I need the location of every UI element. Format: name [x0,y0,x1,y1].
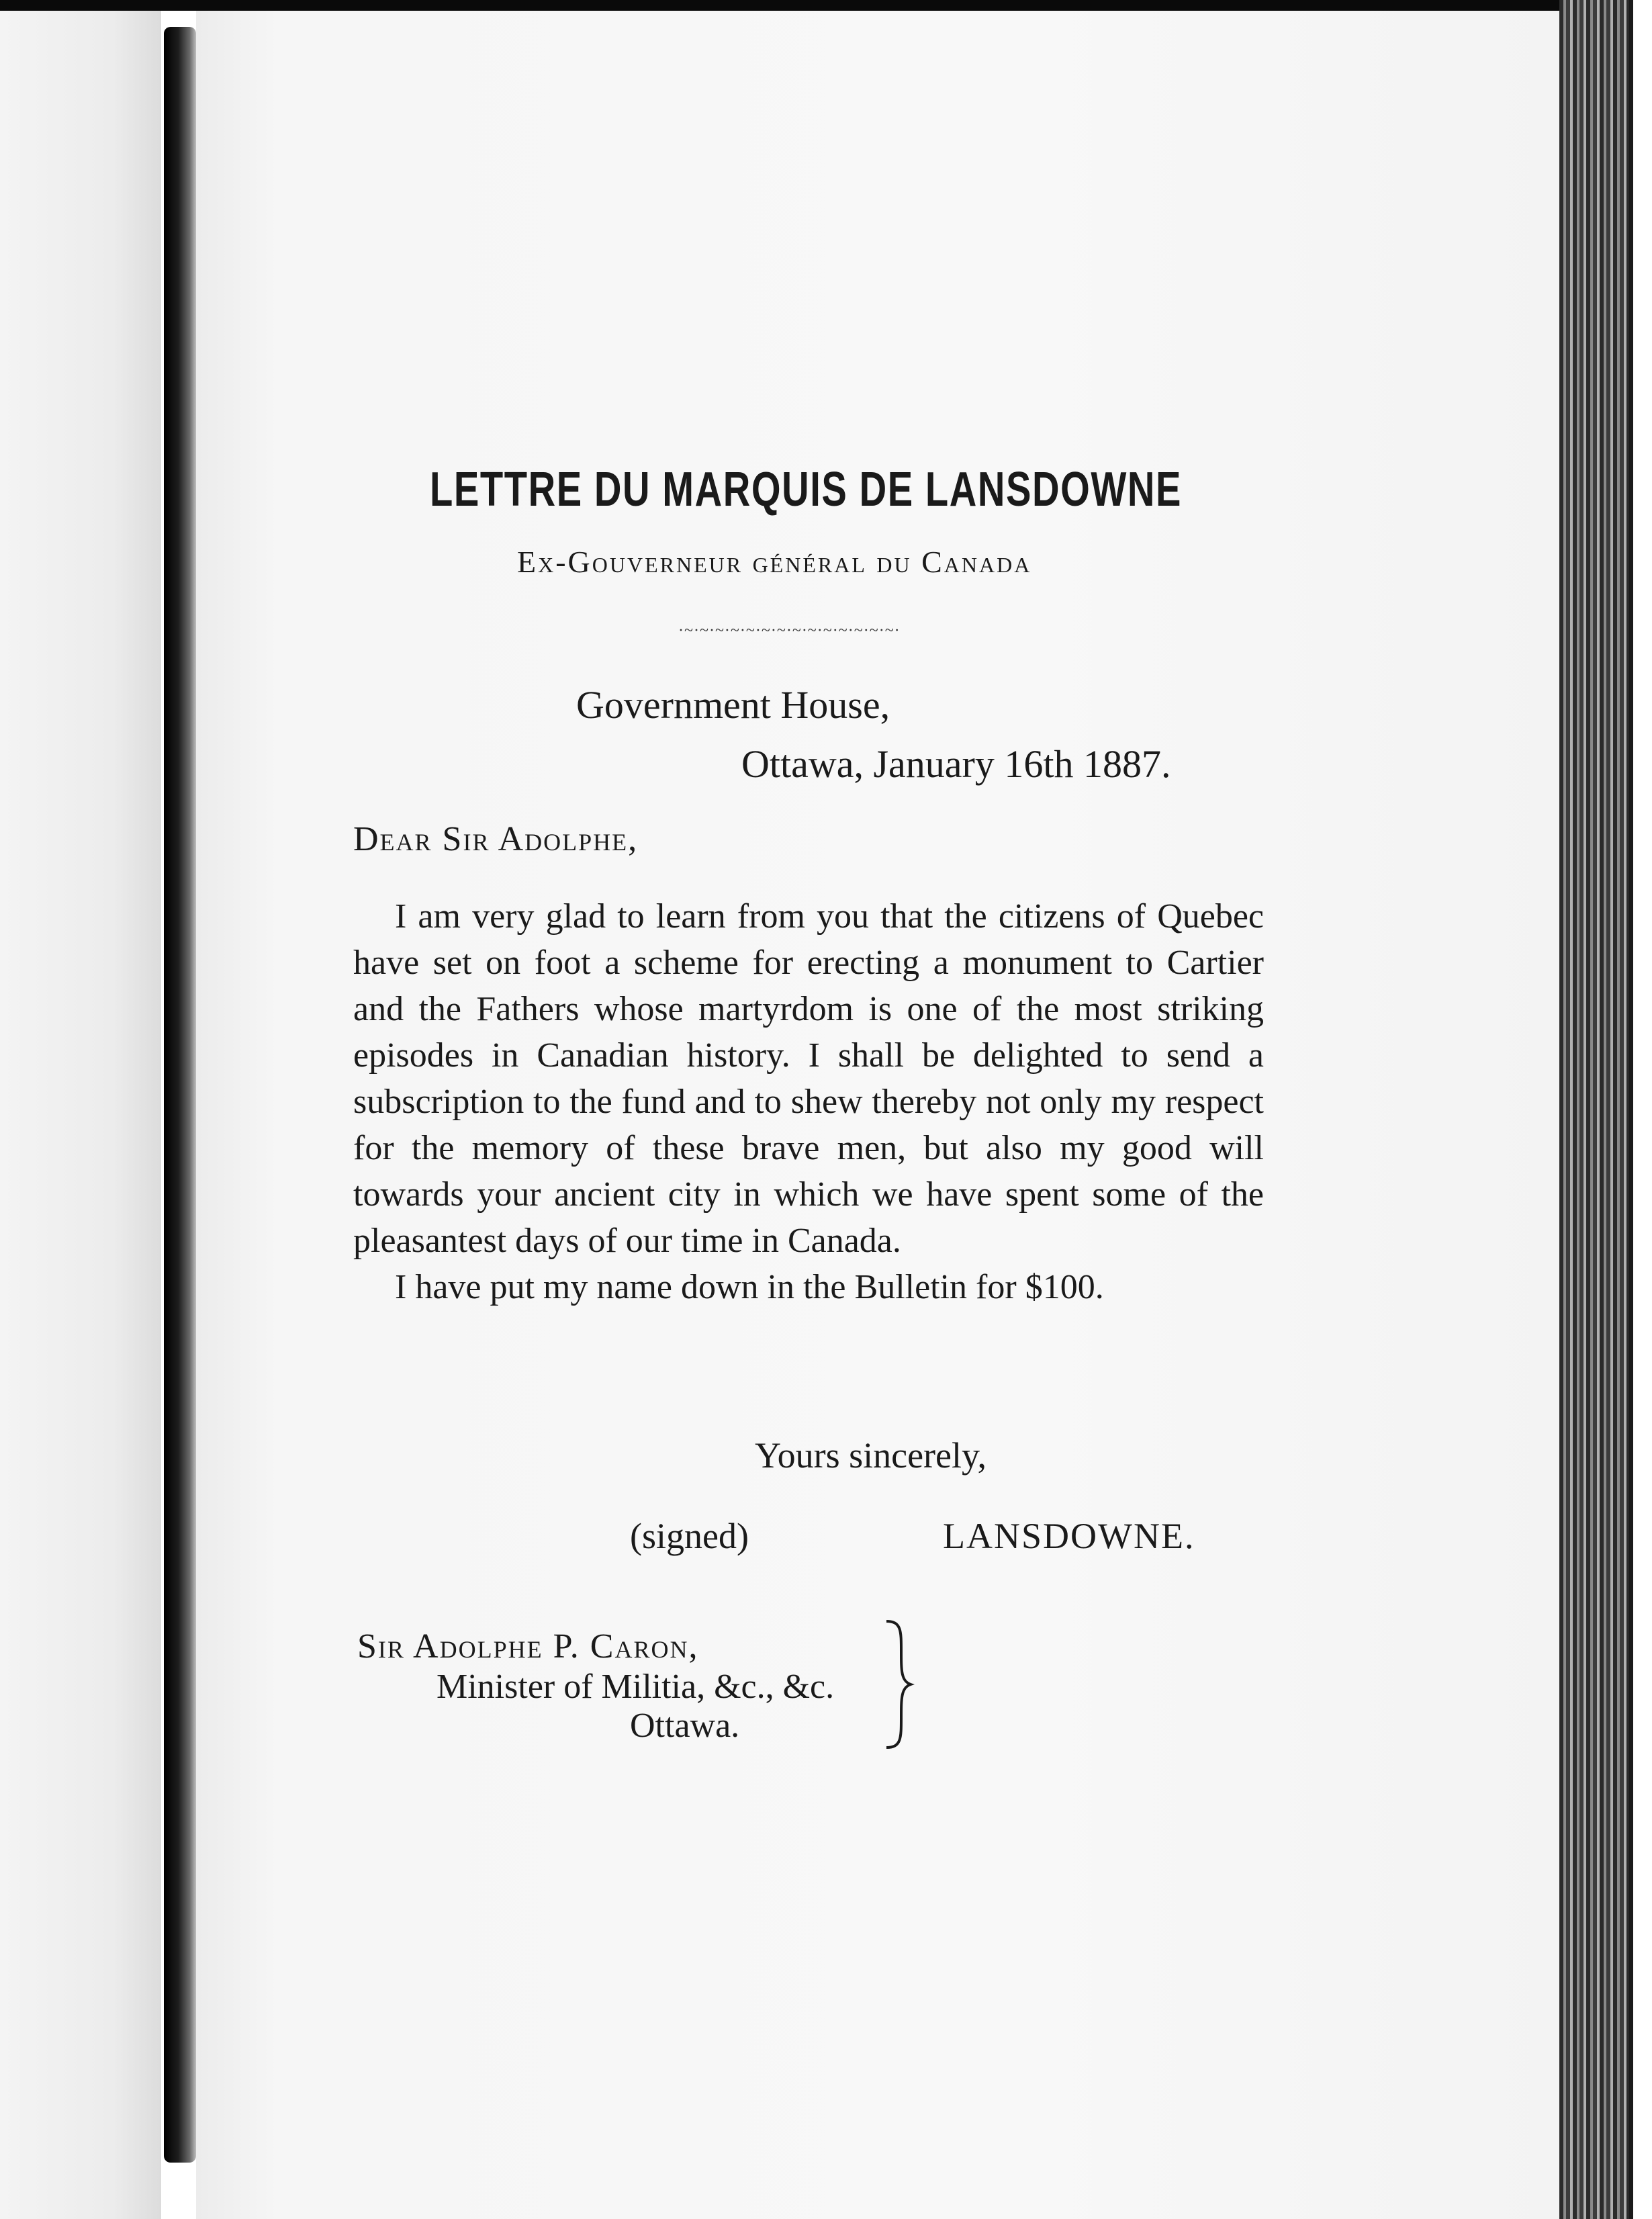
facing-page-edge [0,11,161,2219]
letter-title: LETTRE DU MARQUIS DE LANSDOWNE [430,463,1183,516]
salutation: Dear Sir Adolphe, [353,820,639,858]
body-paragraph: I am very glad to learn from you that the citizens of Quebec have set on foot a scheme for erecting a monument to Cartier and the Fathers whose martyrdom is one of the most striking episodes in Canadian history. I shall be delighted to send a subscription to the fund and to shew thereby not only my respect for the memory of these brave men, but also my good will towards your ancient city in which we have spent some of the pleasantest days of our time in Canada. [353,897,1264,1260]
ornamental-divider: ·~·~·~·~·~·~·~·~·~·~·~·~·~·~· [678,622,901,639]
body-paragraph: I have put my name down in the Bulletin for $100. [395,1268,1104,1306]
book-spine-shadow [164,27,196,2163]
recipient-name: Sir Adolphe P. Caron, [357,1627,699,1666]
scan-top-border [0,0,1565,11]
signed-label: (signed) [630,1516,749,1556]
page-stack-edge [1559,0,1629,2219]
letter-body [353,893,1264,1310]
address-line-2-date: Ottawa, January 16th 1887. [741,742,1171,786]
letter-subtitle: Ex-Gouverneur général du Canada [517,545,1032,579]
address-line-1: Government House, [576,683,890,727]
curly-brace-icon [881,1617,915,1752]
closing: Yours sincerely, [755,1435,986,1476]
signature-name: LANSDOWNE. [943,1516,1195,1556]
page-stack-border [1629,0,1633,2219]
recipient-title: Minister of Militia, &c., &c. [437,1668,835,1706]
recipient-city: Ottawa. [630,1707,740,1745]
